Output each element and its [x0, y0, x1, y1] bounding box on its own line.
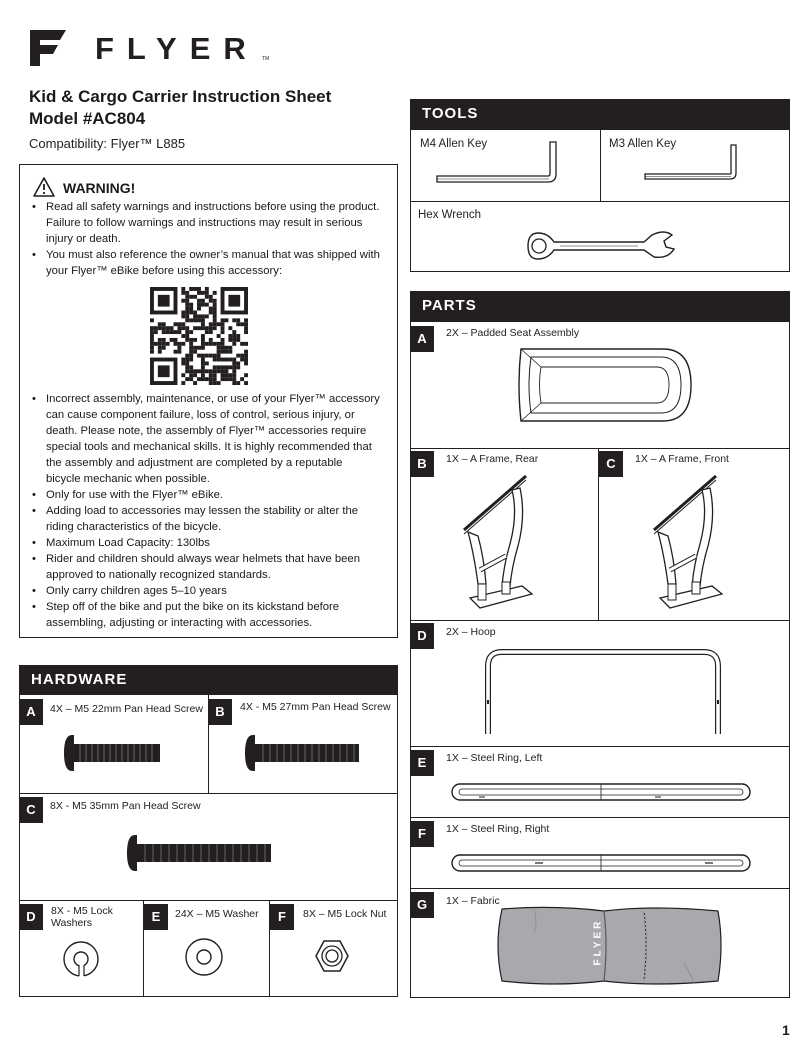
title-line-1: Kid & Cargo Carrier Instruction Sheet [29, 87, 332, 106]
warning-heading: WARNING! [63, 180, 136, 196]
tool-label-hex-wrench: Hex Wrench [418, 209, 482, 221]
a-frame-rear-icon [460, 474, 534, 612]
warning-item: • Read all safety warnings and instructions before using the product. Failure to follow warnings and instructions may result in serious injury or death. [28, 199, 380, 247]
hardware-letter-a: A [19, 699, 43, 725]
hardware-label-c: 8X - M5 35mm Pan Head Screw [50, 800, 201, 812]
hoop-icon [484, 648, 722, 736]
part-letter-e: E [410, 750, 434, 776]
part-label-c: 1X – A Frame, Front [635, 453, 729, 465]
hardware-label-e: 24X – M5 Washer [175, 908, 259, 920]
hex-wrench-icon [526, 229, 676, 263]
compatibility-text: Compatibility: Flyer™ L885 [29, 136, 186, 151]
hardware-letter-e: E [144, 904, 168, 930]
warning-item: • Step off of the bike and put the bike on its kickstand before assembling, adjusting or interacting with accessories. [28, 599, 380, 631]
hardware-letter-c: C [19, 797, 43, 823]
hardware-label-a: 4X – M5 22mm Pan Head Screw [50, 703, 203, 715]
hardware-label-b: 4X - M5 27mm Pan Head Screw [240, 701, 391, 713]
steel-ring-right-icon [451, 854, 751, 872]
warning-list-top [28, 199, 380, 279]
parts-heading: PARTS [410, 291, 790, 322]
m3-allen-key-icon [644, 143, 740, 185]
part-label-f: 1X – Steel Ring, Right [446, 823, 550, 835]
page-title [29, 86, 331, 130]
part-letter-d: D [410, 623, 434, 649]
tools-heading: TOOLS [410, 99, 790, 130]
part-letter-c: C [599, 451, 623, 477]
screw-27mm-icon [243, 733, 361, 773]
page-number: 1 [782, 1022, 790, 1038]
part-letter-a: A [410, 326, 434, 352]
part-label-d: 2X – Hoop [446, 626, 496, 638]
steel-ring-left-icon [451, 783, 751, 801]
part-letter-f: F [410, 821, 434, 847]
warning-item: • Only carry children ages 5–10 years [28, 583, 380, 599]
warning-item: • Maximum Load Capacity: 130lbs [28, 535, 380, 551]
hardware-letter-b: B [208, 699, 232, 725]
qr-code-icon [150, 287, 248, 385]
part-label-b: 1X – A Frame, Rear [446, 453, 539, 465]
logo-wordmark: FLYER [95, 31, 259, 66]
screw-35mm-icon [125, 833, 273, 873]
flyer-logo-icon [28, 28, 68, 68]
part-label-e: 1X – Steel Ring, Left [446, 752, 543, 764]
hardware-heading: HARDWARE [19, 665, 398, 695]
hardware-letter-d: D [19, 904, 43, 930]
m4-allen-key-icon [436, 140, 560, 192]
logo-tm: TM [262, 56, 270, 62]
warning-triangle-icon [33, 177, 55, 197]
lock-washer-icon [61, 939, 101, 979]
part-letter-g: G [410, 892, 434, 918]
warning-list-bottom [28, 391, 380, 631]
part-label-g: 1X – Fabric [446, 895, 500, 907]
warning-item: • Adding load to accessories may lessen the stability or alter the riding characteristics of the bicycle. [28, 503, 380, 535]
padded-seat-icon [515, 345, 693, 425]
warning-item: • Incorrect assembly, maintenance, or use of your Flyer™ accessory can cause component failure, loss of control, serious injury, or death. Please note, the assembly of Flyer™ accessories require special tools and mechanical skills. It is highly recommended that the assembly and adjustment are completed by a reputable bicycle mechanic when possible. [28, 391, 380, 487]
fabric-print: FLYER [592, 918, 604, 966]
title-line-2: Model #AC804 [29, 109, 146, 128]
warning-item: • You must also reference the owner’s manual that was shipped with your Flyer™ eBike before using this accessory: [28, 247, 380, 279]
hardware-letter-f: F [270, 904, 294, 930]
lock-nut-icon [315, 939, 349, 973]
screw-22mm-icon [62, 733, 162, 773]
a-frame-front-icon [650, 474, 724, 612]
tool-label-m3-allen-key: M3 Allen Key [609, 138, 677, 150]
warning-item: • Rider and children should always wear helmets that have been approved to nationally recognized standards. [28, 551, 380, 583]
washer-icon [184, 937, 224, 977]
part-label-a: 2X – Padded Seat Assembly [446, 327, 580, 339]
part-letter-b: B [410, 451, 434, 477]
hardware-label-d: 8X - M5 Lock Washers [51, 905, 113, 929]
tool-label-m4-allen-key: M4 Allen Key [420, 138, 488, 150]
warning-item: • Only for use with the Flyer™ eBike. [28, 487, 380, 503]
hardware-label-f: 8X – M5 Lock Nut [303, 908, 387, 920]
fabric-icon [494, 903, 726, 987]
